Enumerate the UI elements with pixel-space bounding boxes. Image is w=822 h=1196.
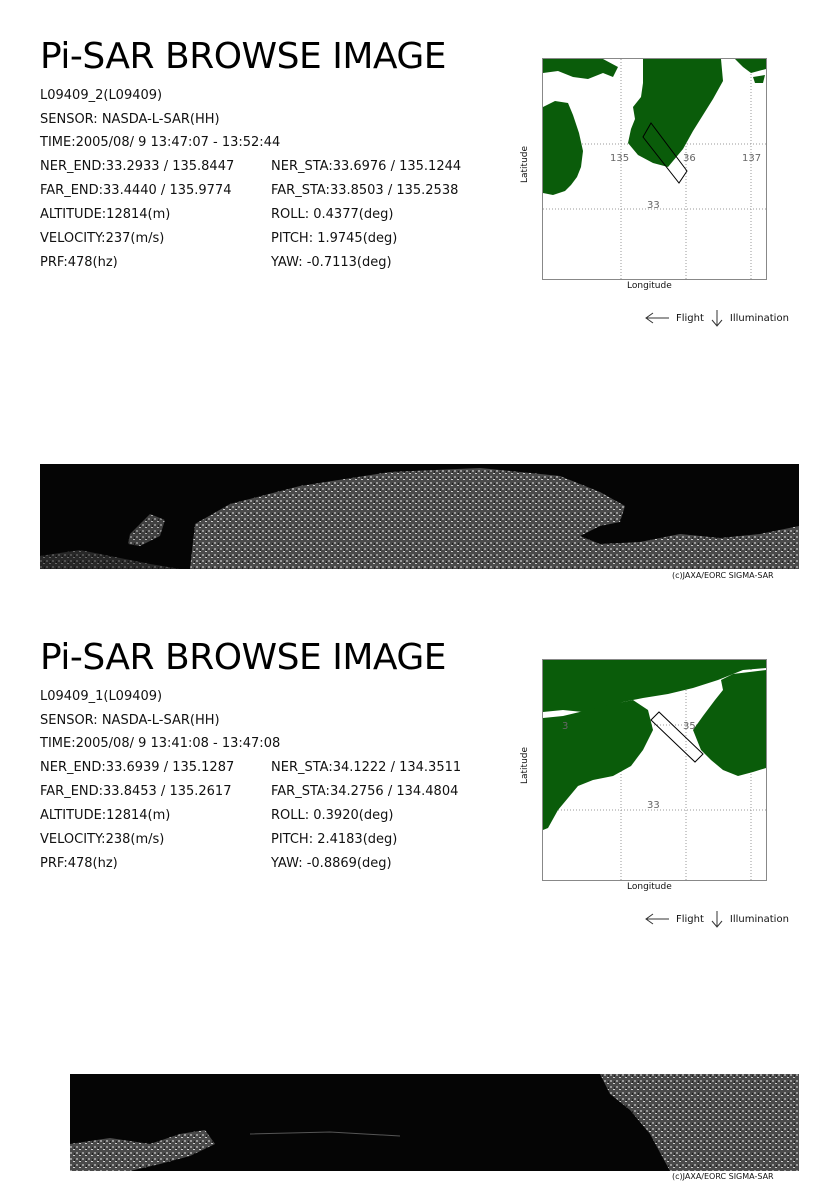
sensor-text: SENSOR: NASDA-L-SAR(HH) [40, 713, 220, 728]
grid-label: 35 [683, 721, 696, 732]
location-map [542, 659, 767, 881]
far-sta-text: FAR_STA:33.8503 / 135.2538 [271, 183, 459, 198]
flight-label: Flight [676, 312, 704, 324]
grid-label: 137 [742, 153, 762, 164]
ner-end-text: NER_END:33.2933 / 135.8447 [40, 159, 235, 174]
land-shape [628, 59, 723, 167]
scene-id: L09409_1(L09409) [40, 689, 163, 704]
page-title: Pi-SAR BROWSE IMAGE [40, 637, 447, 678]
altitude-text: ALTITUDE:12814(m) [40, 207, 171, 222]
velocity-text: VELOCITY:237(m/s) [40, 231, 165, 246]
grid-label: 135 [610, 153, 630, 164]
location-map [542, 58, 767, 280]
far-sta-text: FAR_STA:34.2756 / 134.4804 [271, 784, 459, 799]
land-shape [693, 670, 766, 776]
flight-label: Flight [676, 913, 704, 925]
arrow-left-icon [644, 913, 670, 925]
yaw-text: YAW: -0.7113(deg) [271, 255, 392, 270]
time-text: TIME:2005/08/ 9 13:47:07 - 13:52:44 [40, 135, 281, 150]
pitch-text: PITCH: 1.9745(deg) [271, 231, 398, 246]
browse-panel-1 [0, 0, 822, 595]
ner-sta-text: NER_STA:33.6976 / 135.1244 [271, 159, 462, 174]
sensor-text: SENSOR: NASDA-L-SAR(HH) [40, 112, 220, 127]
arrow-down-icon [710, 309, 724, 327]
latitude-label: Latitude [520, 746, 530, 784]
grid-label: 33 [647, 800, 660, 811]
yaw-text: YAW: -0.8869(deg) [271, 856, 392, 871]
prf-text: PRF:478(hz) [40, 856, 118, 871]
sar-strip-image [70, 1074, 799, 1171]
arrow-left-icon [644, 312, 670, 324]
altitude-text: ALTITUDE:12814(m) [40, 808, 171, 823]
land-shape [753, 75, 765, 83]
pitch-text: PITCH: 2.4183(deg) [271, 832, 398, 847]
direction-legend [644, 309, 789, 327]
land-shape [543, 59, 618, 79]
roll-text: ROLL: 0.3920(deg) [271, 808, 394, 823]
prf-text: PRF:478(hz) [40, 255, 118, 270]
latitude-label: Latitude [520, 145, 530, 183]
grid-label: 3 [562, 721, 569, 732]
time-text: TIME:2005/08/ 9 13:41:08 - 13:47:08 [40, 736, 281, 751]
arrow-down-icon [710, 910, 724, 928]
land-shape [735, 59, 766, 73]
scene-id: L09409_2(L09409) [40, 88, 163, 103]
grid-label: 33 [647, 200, 660, 211]
grid-label: 36 [683, 153, 696, 164]
far-end-text: FAR_END:33.4440 / 135.9774 [40, 183, 232, 198]
ner-sta-text: NER_STA:34.1222 / 134.3511 [271, 760, 462, 775]
roll-text: ROLL: 0.4377(deg) [271, 207, 394, 222]
far-end-text: FAR_END:33.8453 / 135.2617 [40, 784, 232, 799]
illumination-label: Illumination [729, 913, 789, 925]
browse-panel-2 [0, 601, 822, 1196]
page-title: Pi-SAR BROWSE IMAGE [40, 36, 447, 77]
copyright-credit: (c)JAXA/EORC SIGMA-SAR [672, 571, 774, 580]
longitude-label: Longitude [627, 882, 672, 892]
direction-legend [644, 910, 789, 928]
copyright-credit: (c)JAXA/EORC SIGMA-SAR [672, 1172, 774, 1181]
land-shape [543, 101, 583, 195]
longitude-label: Longitude [627, 281, 672, 291]
velocity-text: VELOCITY:238(m/s) [40, 832, 165, 847]
illumination-label: Illumination [729, 312, 789, 324]
sar-strip-image [40, 464, 799, 569]
ner-end-text: NER_END:33.6939 / 135.1287 [40, 760, 235, 775]
